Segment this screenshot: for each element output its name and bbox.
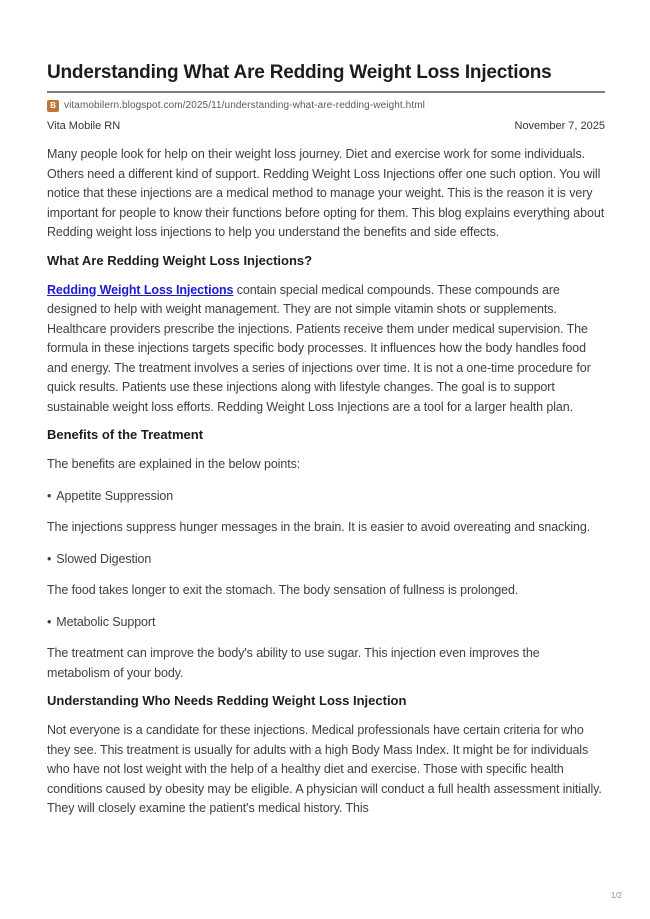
what-are-paragraph-text: contain special medical compounds. These compounds are designed to help with weight management. They are not simple vitamin shots or supplements. Healthcare providers prescribe the injections. Patients receive them under medical supervision. The formula in these injections targets specific body processes. It influences how the body handles food and energy. The treatment involves a series of injections over time. It is not a one-time procedure for quick results. Patients use these injections along with lifestyle changes. The goal is to support sustainable weight loss efforts. Redding Weight Loss Injections are a tool for a larger health plan. — [47, 282, 591, 414]
title-divider — [47, 91, 605, 93]
section-heading-what-are: What Are Redding Weight Loss Injections? — [47, 252, 313, 268]
bullet-item-slowed-digestion — [47, 550, 605, 570]
bullet-dot: • — [47, 488, 52, 503]
bullet-dot: • — [47, 614, 52, 629]
bullet-dot: • — [47, 551, 52, 566]
benefits-lead: The benefits are explained in the below points: — [47, 457, 301, 471]
who-needs-paragraph: Not everyone is a candidate for these injections. Medical professionals have certain criteria for who they see. This treatment is usually for adults with a high Body Mass Index. It might be for individuals who have not lost weight with the help of a healthy diet and exercise. Those with specific health conditions caused by obesity may be eligible. A physician will conduct a full health assessment initially. They will closely examine the patient's medical history. This — [47, 723, 602, 815]
appetite-suppression-description: The injections suppress hunger messages in the brain. It is easier to avoid overeating and snacking. — [47, 520, 591, 534]
source-url-row — [47, 99, 605, 112]
article-content — [47, 0, 605, 819]
bullet-item-metabolic-support — [47, 613, 605, 633]
slowed-digestion-description: The food takes longer to exit the stomach. The body sensation of fullness is prolonged. — [47, 583, 519, 597]
section-heading-benefits: Benefits of the Treatment — [47, 427, 204, 442]
bullet-label: Appetite Suppression — [56, 488, 174, 503]
metabolic-support-description: The treatment can improve the body's ability to use sugar. This injection even improves the metabolism of your body. — [47, 646, 540, 680]
author-name: Vita Mobile RN — [47, 120, 121, 132]
page-number: 1/2 — [610, 891, 622, 900]
byline-row — [47, 119, 605, 133]
section-heading-who-needs: Understanding Who Needs Redding Weight Loss Injection — [47, 693, 407, 708]
publish-date: November 7, 2025 — [514, 120, 605, 132]
bullet-label: Metabolic Support — [56, 614, 156, 629]
bullet-label: Slowed Digestion — [56, 551, 152, 566]
redding-weight-loss-injections-link[interactable]: Redding Weight Loss Injections — [47, 282, 234, 297]
intro-paragraph: Many people look for help on their weight loss journey. Diet and exercise work for some individuals. Others need a different kind of support. Redding Weight Loss Injections offer one such option. You will notice that these injections are a medical method to manage your weight. This is the reason it is very important for people to know their functions before opting for them. This blog explains everything about Redding weight loss injections to help you understand the benefits and side effects. — [47, 147, 605, 239]
bullet-item-appetite-suppression — [47, 487, 605, 507]
what-are-paragraph — [47, 281, 605, 418]
page-title: Understanding What Are Redding Weight Loss Injections — [47, 62, 552, 83]
blogger-favicon-icon: B — [47, 100, 59, 112]
source-url-link[interactable]: vitamobilern.blogspot.com/2025/11/understanding-what-are-redding-weight.html — [64, 100, 425, 111]
